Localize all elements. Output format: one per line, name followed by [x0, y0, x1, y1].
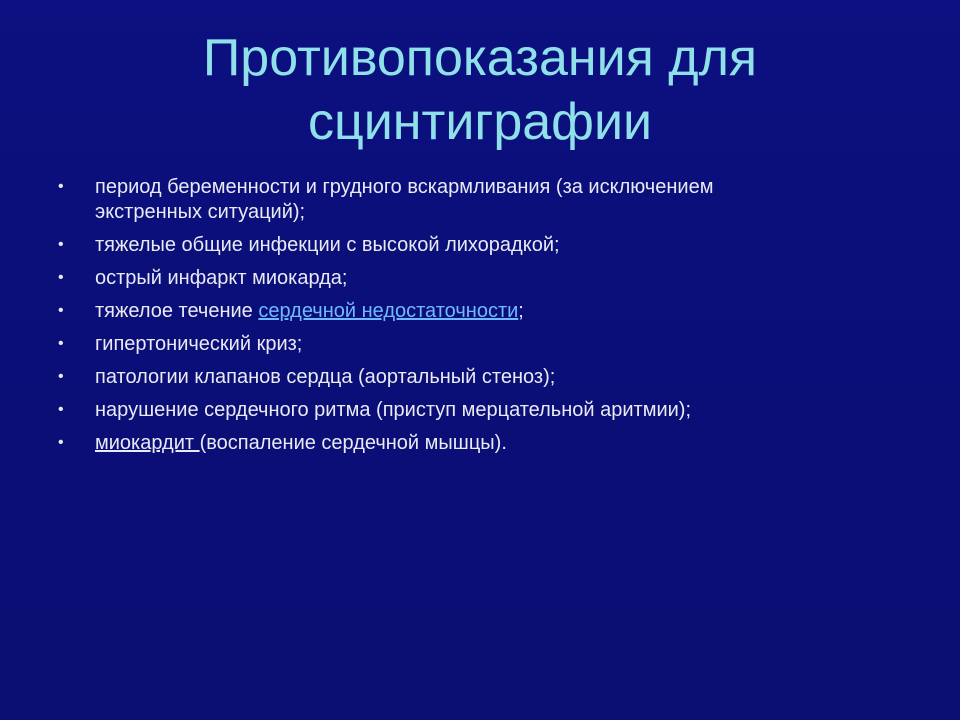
contraindications-list — [58, 175, 878, 464]
bullet-icon: • — [58, 269, 64, 286]
heart-failure-link[interactable]: сердечной недостаточности — [258, 300, 519, 322]
list-item — [58, 431, 878, 456]
list-item — [58, 299, 878, 324]
bullet-text: нарушение сердечного ритма (приступ мерцательной аритмии); — [95, 399, 692, 421]
bullet-icon: • — [58, 335, 64, 352]
list-item — [58, 332, 878, 357]
bullet-icon: • — [58, 434, 64, 451]
bullet-text-after: ; — [518, 300, 524, 322]
slide-title — [80, 26, 880, 154]
bullet-text-line-2: экстренных ситуаций); — [95, 201, 306, 223]
bullet-text-after: (воспаление сердечной мышцы). — [199, 432, 507, 454]
bullet-icon: • — [58, 236, 64, 253]
bullet-text: тяжелые общие инфекции с высокой лихорадкой; — [95, 234, 560, 256]
bullet-icon: • — [58, 401, 64, 418]
list-item — [58, 175, 878, 225]
myocarditis-link[interactable]: миокардит — [95, 432, 200, 454]
bullet-text: патологии клапанов сердца (аортальный стеноз); — [95, 366, 556, 388]
bullet-icon: • — [58, 368, 64, 385]
list-item — [58, 365, 878, 390]
list-item — [58, 398, 878, 423]
bullet-icon: • — [58, 178, 64, 195]
list-item — [58, 266, 878, 291]
list-item — [58, 233, 878, 258]
bullet-text-before: тяжелое течение — [95, 300, 259, 322]
title-line-2: сцинтиграфии — [307, 93, 653, 151]
bullet-text: острый инфаркт миокарда; — [95, 267, 348, 289]
title-line-1: Противопоказания для — [202, 29, 758, 87]
bullet-text-line-1: период беременности и грудного вскармливания (за исключением — [95, 176, 714, 198]
bullet-text: гипертонический криз; — [95, 333, 303, 355]
bullet-icon: • — [58, 302, 64, 319]
